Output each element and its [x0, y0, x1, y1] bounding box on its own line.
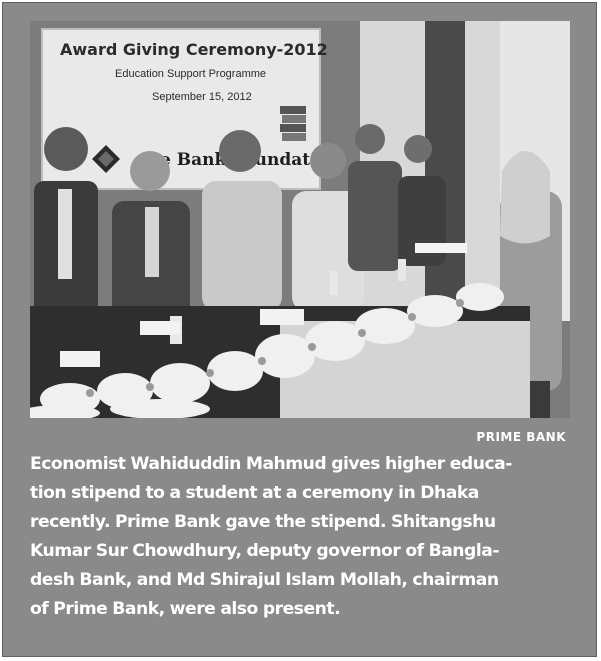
caption-line: desh Bank, and Md Shirajul Islam Mollah, chairman	[30, 570, 499, 590]
banner-date: September 15, 2012	[152, 91, 252, 103]
photo-credit: PRIME BANK	[476, 430, 566, 444]
caption-line: Kumar Sur Chowdhury, deputy governor of Bangla-	[30, 541, 499, 561]
caption-line: Economist Wahiduddin Mahmud gives higher educa-	[30, 454, 512, 474]
banner-organization: Bank Foundation	[176, 150, 341, 170]
caption-line: tion stipend to a student at a ceremony in Dhaka	[30, 483, 479, 503]
caption-line: recently. Prime Bank gave the stipend. Shitangshu	[30, 512, 496, 532]
ceremony-photo	[30, 21, 570, 418]
banner-title: Award Giving Ceremony-2012	[60, 40, 328, 59]
caption-line: of Prime Bank, were also present.	[30, 599, 341, 619]
stipend-document	[415, 243, 467, 253]
banner-subtitle: Education Support Programme	[115, 68, 267, 80]
photo-caption	[30, 450, 575, 624]
news-photo-card	[2, 2, 597, 657]
